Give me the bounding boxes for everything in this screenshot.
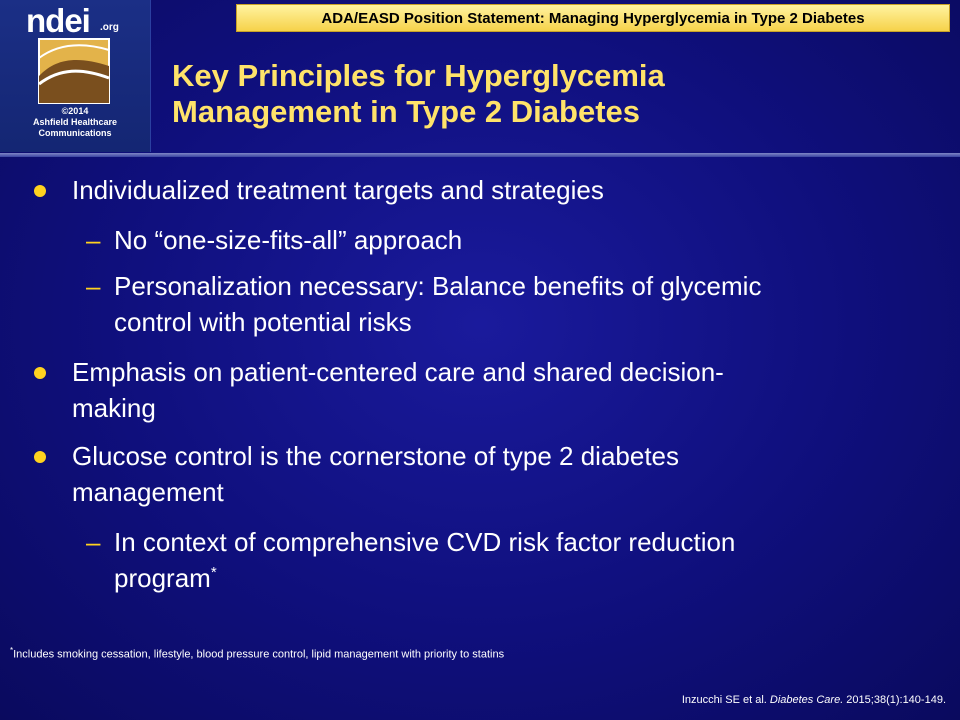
bullet-text-line-2: making [72, 393, 156, 423]
copyright-year: ©2014 [61, 106, 89, 116]
ndei-logo-icon [38, 38, 110, 104]
footnote [10, 646, 504, 661]
dash-icon: – [86, 527, 101, 557]
citation-journal: Diabetes Care. [769, 694, 844, 706]
footnote-text: Includes smoking cessation, lifestyle, blood pressure control, lipid management with priority to statins [13, 648, 505, 661]
bullet-text: Individualized treatment targets and strategies [72, 175, 604, 205]
slide-title-line-2: Management in Type 2 Diabetes [172, 94, 640, 129]
footnote-marker: * [210, 564, 217, 581]
sub-bullet-item-2 [86, 268, 946, 340]
slide-title-line-1: Key Principles for Hyperglycemia [172, 58, 665, 93]
citation-details: 2015;38(1):140-149. [843, 694, 946, 706]
bullet-dot-icon [34, 367, 46, 379]
sub-bullet-text-line-1: In context of comprehensive CVD risk factor reduction [114, 527, 736, 557]
sub-bullet-text-line-2-wrap [86, 560, 946, 596]
sub-bullet-text-line-2: program [114, 563, 211, 593]
citation-authors: Inzucchi SE et al. [681, 694, 770, 706]
footnote-asterisk: * [10, 646, 14, 655]
dash-icon: – [86, 271, 101, 301]
bullet-item-1 [34, 172, 934, 208]
sub-bullet-item-1 [86, 222, 946, 258]
sub-bullet-item-3 [86, 524, 946, 596]
title-divider [0, 153, 960, 157]
bullet-text-line-2: management [72, 477, 224, 507]
company-line-2: Communications [38, 128, 112, 138]
bullet-dot-icon [34, 185, 46, 197]
sub-bullet-text-line-2: control with potential risks [114, 307, 412, 337]
sub-bullet-text-line-1: Personalization necessary: Balance benefits of glycemic [114, 271, 762, 301]
bullet-dot-icon [34, 451, 46, 463]
dash-icon: – [86, 225, 101, 255]
bullet-text-line-1: Glucose control is the cornerstone of type 2 diabetes [72, 441, 680, 471]
company-line-1: Ashfield Healthcare [32, 117, 118, 127]
bullet-text-line-1: Emphasis on patient-centered care and shared decision- [72, 357, 724, 387]
logo-org: .org [100, 22, 119, 33]
citation [682, 694, 946, 706]
sub-bullet-text: No “one-size-fits-all” approach [114, 225, 463, 255]
header-banner: ADA/EASD Position Statement: Managing Hyperglycemia in Type 2 Diabetes [236, 4, 950, 32]
bullet-item-2 [34, 354, 934, 426]
logo-copyright [0, 106, 150, 139]
logo-panel [0, 0, 151, 152]
bullet-item-3 [34, 438, 934, 510]
slide-title [172, 58, 932, 130]
logo-text: ndei [26, 2, 90, 39]
